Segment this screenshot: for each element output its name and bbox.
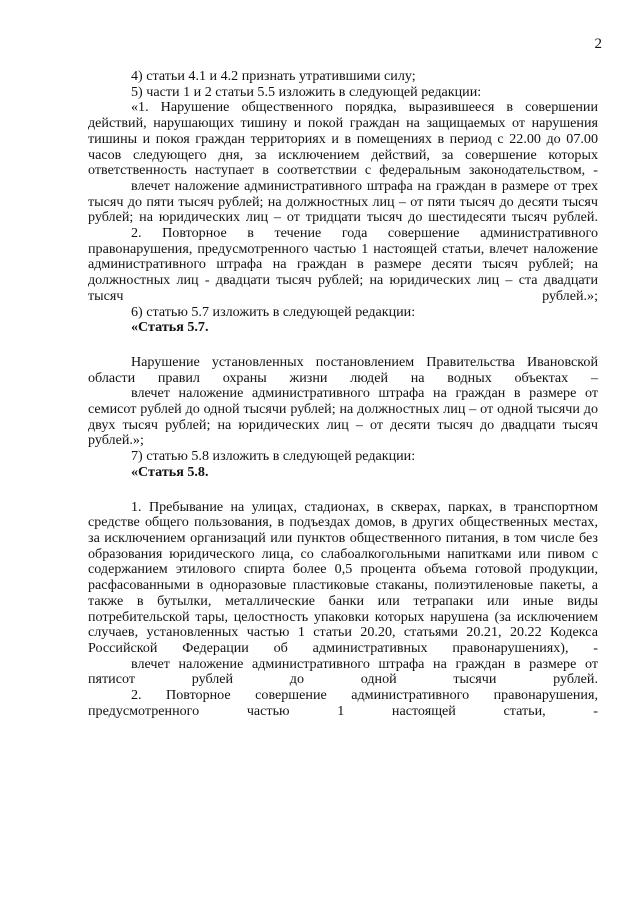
amendment-item-5: 5) части 1 и 2 статьи 5.5 изложить в следующей редакции: [131,83,482,100]
article-5-8-title: «Статья 5.8. [131,463,209,480]
article-5-7-penalty: влечет наложение административного штрафа на граждан в размере от семисот рублей до одной тысячи рублей; на должностных лиц – от одной тысячи до двух тысяч рублей; на юридических лиц – от десяти тысяч до двадцати тысяч рублей.»; [88,385,598,449]
amendment-item-6: 6) статью 5.7 изложить в следующей редакции: [131,303,416,320]
page-number: 2 [594,36,602,52]
article-5-8-part-2: 2. Повторное совершение административного правонарушения, предусмотренного частью 1 настоящей статьи, - [88,687,598,719]
document-body [88,69,598,719]
article-5-8-part-1-penalty: влечет наложение административного штрафа на граждан в размере от пятисот рублей до одной тысячи рублей. [88,655,598,688]
article-5-7-title: «Статья 5.7. [131,319,209,336]
article-5-5-part-1-penalty: влечет наложение административного штрафа на граждан в размере от трех тысяч до пяти тысяч рублей; на должностных лиц – от пяти тысяч до десяти тысяч рублей; на юридических лиц – от тридцати тысяч до шестидесяти тысяч рублей. [88,177,598,226]
article-5-5-part-2: 2. Повторное в течение года совершение административного правонарушения, предусмотренного частью 1 настоящей статьи, влечет наложение административного штрафа на граждан в размере десяти тысяч рублей; на должностных лиц - двадцати тысяч рублей; на юридических лиц – ста двадцати тысяч рублей.»; [88,225,598,304]
article-5-7-body: Нарушение установленных постановлением Правительства Ивановской области правил охраны жизни людей на водных объектах – [88,353,598,386]
article-5-5-part-1: «1. Нарушение общественного порядка, выразившееся в совершении действий, нарушающих тишину и покой граждан на защищаемых от нарушения тишины и покоя граждан территориях и в помещениях в период с 22.00 до 07.00 часов следующего дня, за исключением действий, за совершение которых ответственность наступает в соответствии с федеральным законодательством, - [88,99,598,179]
amendment-item-7: 7) статью 5.8 изложить в следующей редакции: [131,448,416,465]
article-5-8-part-1: 1. Пребывание на улицах, стадионах, в скверах, парках, в транспортном средстве общего пользования, в подъездах домов, в других общественных местах, за исключением организаций или пунктов общественного питания, в том числе без образования юридического лица, со слабоалкогольными напитками или пивом с содержанием этилового спирта более 0,5 процента объема готовой продукции, расфасованными в одноразовые пластиковые стаканы, полиэтиленовые пакеты, а также в бутылки, металлические банки или тетрапаки или иные виды потребительской тары, целостность упаковки которых нарушена (за исключением случаев, установленных частью 1 статьи 20.20, статьями 20.21, 20.22 Кодекса Российской Федерации об административных правонарушениях), - [88,498,598,656]
amendment-item-4: 4) статьи 4.1 и 4.2 признать утратившими силу; [131,68,416,84]
